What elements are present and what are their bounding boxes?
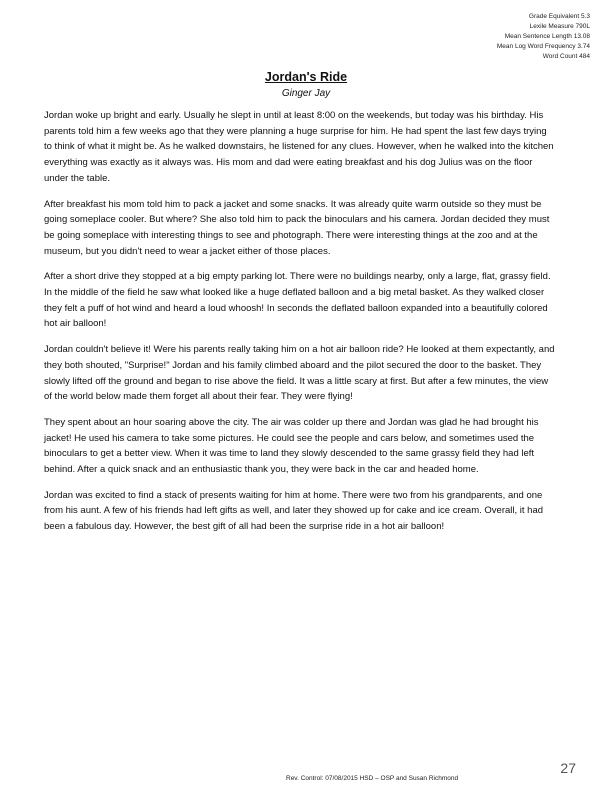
revision-footer: Rev. Control: 07/08/2015 HSD – OSP and Susan Richmond [286,775,459,782]
story-body [44,108,556,545]
mean-log-word-frequency: Mean Log Word Frequency 3.74 [496,43,590,50]
paragraph: Jordan woke up bright and early. Usually he slept in until at least 8:00 on the weekends, but today was his birthday. His parents told him a few weeks ago that they were planning a huge surprise for him. He had spent the last few days trying to think of what it might be. As he walked downstairs, he listened for any clues. However, when he walked into the kitchen everything was exactly as it always was. His mom and dad were eating breakfast and his dog Julius was on the floor under the table. [44,110,554,184]
paragraph: They spent about an hour soaring above the city. The air was colder up there and Jordan was glad he had brought his jacket! He used his camera to take some pictures. He could see the people and cars below, and sometimes used the binoculars to get a better view. When it was time to land they slowly descended to the same grassy field they had left behind. After a quick snack and an enthusiastic thank you, they were back in the car and headed home. [44,416,539,476]
reading-metrics [497,12,590,62]
paragraph: Jordan was excited to find a stack of presents waiting for him at home. There were two from his grandparents, and one from his aunt. A few of his friends had left gifts as well, and later they showed up for cake and ice cream. Overall, it had been a fabulous day. However, the best gift of all had been the surprise ride in a hot air balloon! [44,489,544,533]
word-count: Word Count 484 [542,53,590,60]
paragraph: After a short drive they stopped at a big empty parking lot. There were no buildings nearby, only a large, flat, grassy field. In the middle of the field he saw what looked like a huge deflated balloon and a big metal basket. As they walked closer they felt a puff of hot wind and heard a loud whoosh! In seconds the deflated balloon expanded into a beautifully colored hot air balloon! [44,271,551,330]
page-number: 27 [560,760,576,776]
paragraph: Jordan couldn't believe it! Were his parents really taking him on a hot air balloon ride? He looked at them expectantly, and they both shouted, "Surprise!" Jordan and his family climbed aboard and the pilot secured the door to the basket. They slowly lifted off the ground and began to rise above the field. It was a little scary at first. But after a few minutes, the view of the world below made them forget all about their fear. They were flying! [44,344,555,403]
paragraph: After breakfast his mom told him to pack a jacket and some snacks. It was already quite warm outside so they must be going someplace cooler. But where? She also told him to pack the binoculars and his camera. Jordan decided they must be going someplace with interesting things to see and photograph. There were interesting things at the zoo and at the museum, but you didn't need to wear a jacket either of those places. [44,198,550,257]
story-title: Jordan's Ride [264,70,348,84]
lexile-measure: Lexile Measure 790L [529,23,590,30]
story-author: Ginger Jay [281,88,331,99]
grade-equivalent: Grade Equivalent 5.3 [528,13,590,20]
mean-sentence-length: Mean Sentence Length 13.08 [504,33,590,40]
